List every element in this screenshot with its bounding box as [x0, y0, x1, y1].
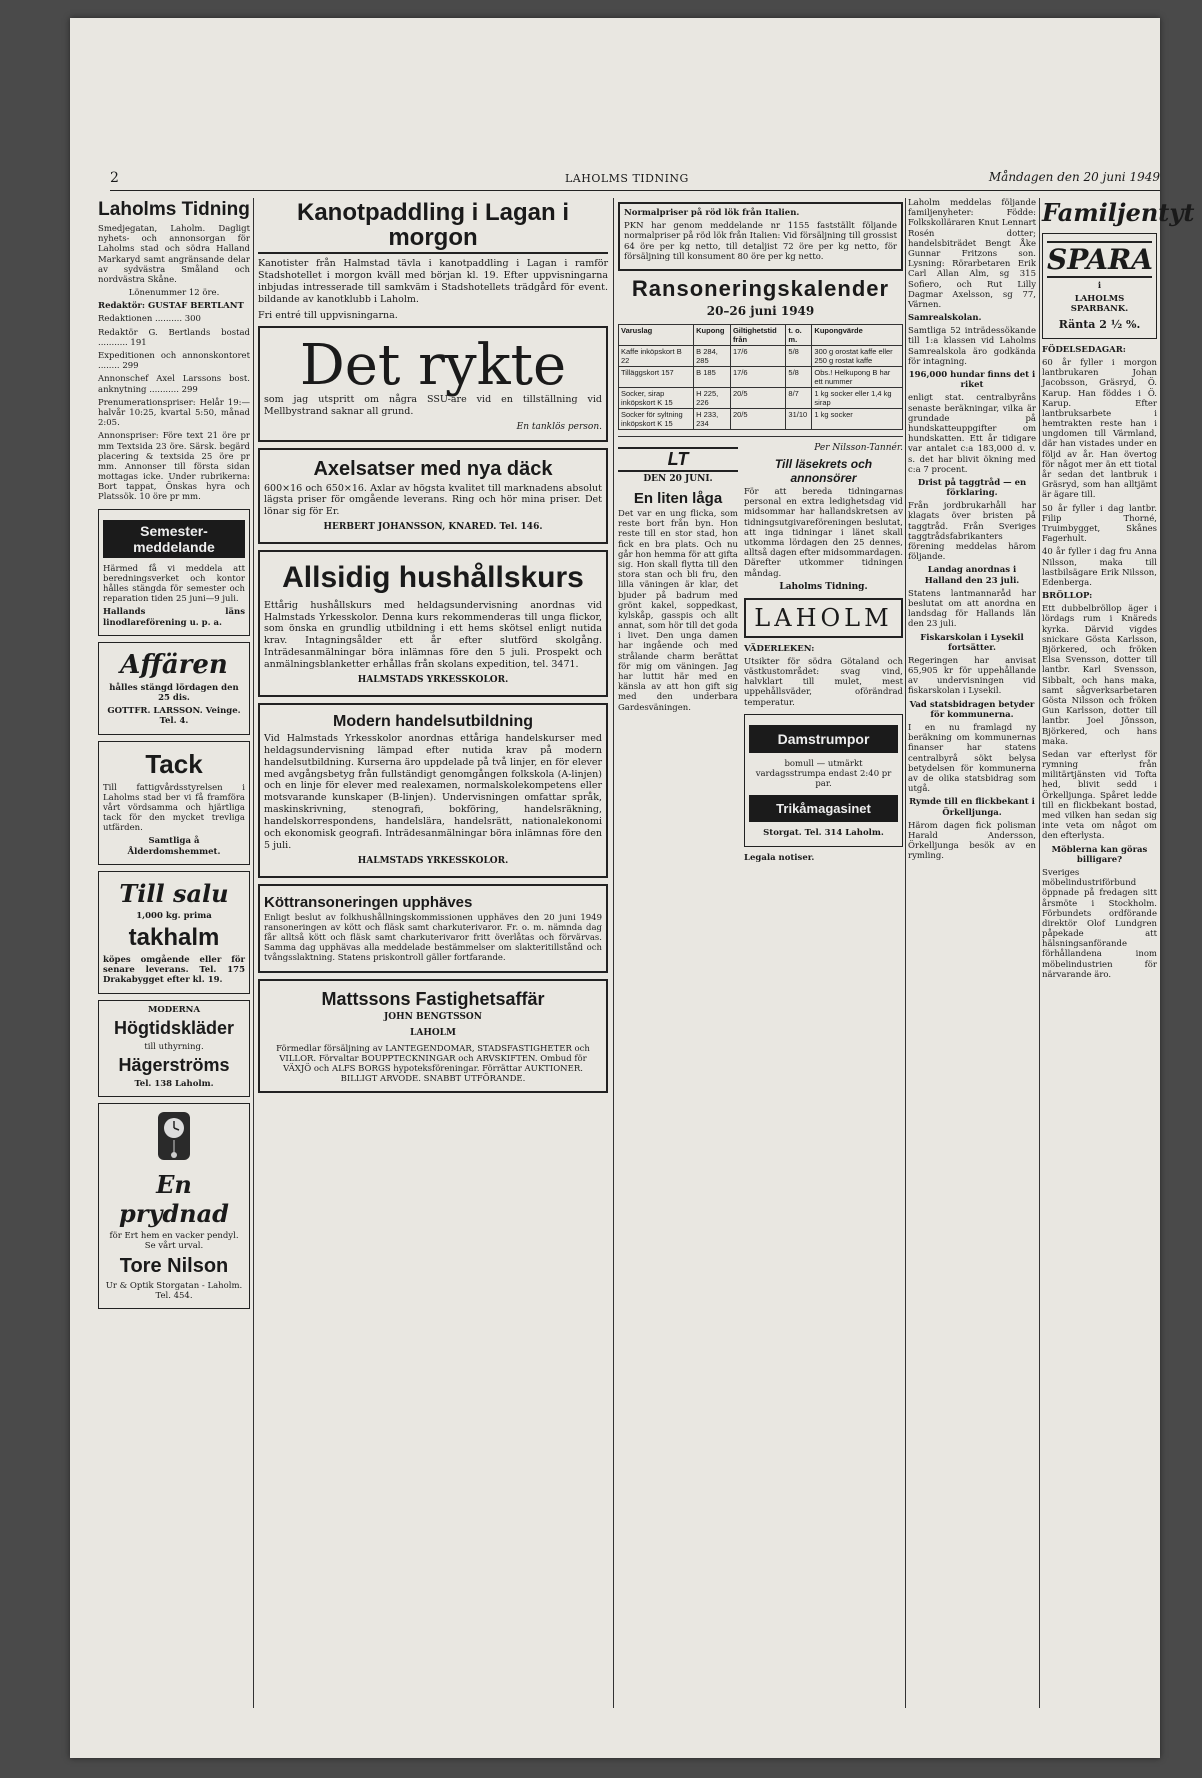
tore-text: Ur & Optik Storgatan - Laholm. Tel. 454. [105, 1280, 243, 1301]
uthyrning-text: till uthyrning. [144, 1041, 204, 1052]
allsidig-heading: Allsidig hushållskurs [282, 561, 584, 595]
table-cell: Socker, sirap inköpskort K 15 [619, 388, 694, 409]
pendulum-clock-icon [144, 1108, 204, 1164]
table-header-row [619, 325, 903, 346]
tack-ad [98, 741, 250, 865]
modern-ad [258, 703, 608, 878]
table-cell: 20/5 [730, 409, 785, 430]
column-5 [1042, 198, 1195, 1708]
tack-text: Till fattigvårdsstyrelsen i Laholms stad ber vi få framföra vårt vördsamma och hjärtliga tack för den mycket trevliga utfärden. [103, 782, 245, 834]
table-cell: H 225, 226 [694, 388, 731, 409]
table-cell: 8/7 [786, 388, 812, 409]
table-cell: B 284, 285 [694, 346, 731, 367]
vader-text: Utsikter för södra Götaland och västkustområdet: svag vind, halvklart till mulet, mest uppehållsväder, oförändrad temperatur. [744, 656, 903, 708]
norm-text: PKN har genom meddelande nr 1155 fastställt följande normalpriser på röd lök från Italien: Vid försäljning till grossist 64 öre per kg netto, till detaljist 72 öre per kg netto, för försäljning till konsument 80 öre per kg netto. [624, 221, 897, 262]
kanot-heading: Kanotpaddling i Lagan i morgon [258, 200, 608, 254]
rans-table [618, 324, 903, 430]
drist-heading: Drist på taggtråd — en förklaring. [917, 477, 1027, 499]
column-4 [908, 198, 1036, 1708]
mobel-heading: Möblerna kan göras billigare? [1051, 844, 1148, 865]
trik-heading: Trikåmagasinet [749, 795, 898, 822]
table-row [619, 367, 903, 388]
newspaper-page [70, 18, 1195, 1758]
rymde-heading: Rymde till en flickbekant i Örkelljunga. [909, 797, 1035, 818]
semester-ad [98, 509, 250, 636]
table-header: Giltighetstid från [730, 325, 785, 346]
column-2 [258, 198, 608, 1708]
mattsson-heading: Mattssons Fastighetsaffär [321, 988, 545, 1009]
table-row [619, 388, 903, 409]
phone-line: Redaktör G. Bertlands bostad ........... 191 [98, 327, 250, 348]
subscription-prices: Prenumerationspriser: Helår 19:— halvår 10:25, kvartal 5:50, månad 2:05. [98, 397, 250, 429]
column-1 [98, 198, 250, 1708]
samres-heading: Samrealskolan. [908, 313, 982, 324]
table-cell: 300 g orostat kaffe eller 250 g rostat kaffe [812, 346, 903, 367]
lasekrets-heading: Till läsekrets och annonsörer [774, 457, 873, 486]
column-divider [253, 198, 254, 1708]
modern-text: Vid Halmstads Yrkesskolor anordnas ettåriga handelskurser med heldagsundervisning lämpad efter nutida krav på modern handelsutbildning. Kurserna äro uppdelade på två linjer, en för elever med avgångsbetyg från fullständigt genomgången folkskola (A-linjen) och en linje för elever med realexamen, normalskolekompetens eller motsvarande kunskaper (B-linjen). Undervisningen omfattar språk, maskinskrivning, stenografi, bokföring, handelsräkning, handelskorrespondens, handelslära, handelsrätt, nationalekonomi och ekonomisk geografi. Inträdesanmälningar böra inlämnas före den 5 juli. [264, 732, 602, 851]
tore-name: Tore Nilson [119, 1254, 229, 1277]
brollop-text: Ett dubbelbröllop äger i lördags rum i Knäreds kyrka. Därvid vigdes snickare Gösta Karlsson, Björkered, och fröken Elsa Svensson, dotter till lantbr. Karl Svensson, Sibbalt, och hans maka, samt sågverksarbetaren Gösta Nilsson och fröken Gun Karlsson, dotter till lantbr. Joel Jönsson, Björkered, och hans maka. [1042, 604, 1157, 747]
hundar-text: enligt stat. centralbyråns senaste beräkningar, vilka är grundade på hundskatteuppgifter om hundskatten. Ett år tidigare var antalet c:a 183,000 d. v. s. det har blivit ökning med c:a 7 procent. [908, 393, 1036, 475]
axel-heading: Axelsatser med nya däck [313, 457, 553, 480]
vad-heading: Vad statsbidragen betyder för kommunerna. [909, 699, 1035, 720]
column-divider [905, 198, 906, 1708]
kott-heading: Köttransoneringen upphäves [264, 893, 473, 911]
table-cell: H 233, 234 [694, 409, 731, 430]
vad-text: I en nu framlagd ny beräkning om kommunernas finanser har statens centralbyrå sökt belysa betydelsen för kommunerna av de olika statsbidrag som utgå. [908, 723, 1036, 795]
landag-text: Statens lantmannaråd har beslutat om att anordna en landsdag för Hallands län den 23 juli. [908, 588, 1036, 630]
rykte-sign: En tanklös person. [516, 421, 602, 432]
table-cell: Socker för syltning inköpskort K 15 [619, 409, 694, 430]
dams-heading: Damstrumpor [749, 725, 898, 753]
phone-line: Redaktionen .......... 300 [98, 314, 201, 325]
norm-heading: Normalpriser på röd lök från Italien. [624, 208, 800, 218]
laga-heading: En liten låga [633, 490, 723, 508]
tillsalu-heading: Till salu [119, 878, 229, 908]
pryd-text: för Ert hem en vacker pendyl. Se vårt urval. [109, 1231, 239, 1252]
landag-heading: Landag anordnas i Halland den 23 juli. [924, 565, 1020, 586]
table-header: Kupong [694, 325, 731, 346]
table-cell: Obs.! Helkupong B har ett nummer [812, 367, 903, 388]
masthead: Laholms Tidning [98, 199, 250, 220]
tillsalu-more: köpes omgående eller för senare leverans. Tel. 175 Drakabygget efter kl. 19. [103, 955, 245, 986]
editor-line: Redaktör: GUSTAF BERTLANT [98, 301, 244, 312]
tillsalu-text: 1,000 kg. prima [136, 910, 212, 921]
tillsalu-ad [98, 871, 250, 994]
fisk-heading: Fiskarskolan i Lysekil fortsätter. [920, 632, 1024, 653]
column-divider [1039, 198, 1040, 1708]
fodelse-text-3: 40 år fyller i dag fru Anna Nilsson, maka till lastbilsägare Erik Nilsson, Edenberga. [1042, 547, 1157, 588]
semester-text: Härmed få vi meddela att beredningsverket och kontor hålles stängda för semester och reparation tiden 25 juni—9 juli. [103, 563, 245, 605]
masthead-intro: Smedjegatan, Laholm. Dagligt nyhets- och annonsorgan för Laholms stad och södra Halland Markaryd samt angränsande delar av sydvästra Småland och nordvästra Skåne. [98, 223, 250, 285]
grabb-text: Sedan var efterlyst för rymning från militärtjänsten vid Tofta hed, blivit sedd i Örkelljunga. Spåret ledde till en flickbekant bostad, med vilken han sedan sig inte veta om något om den efterlysta. [1042, 749, 1157, 842]
wage-note: Lönenummer 12 öre. [128, 288, 220, 299]
laga-sign: Per Nilsson-Tannér. [814, 443, 903, 454]
table-cell: 5/8 [786, 367, 812, 388]
mobel-text: Sveriges möbelindustriförbund öppnade på fredagen sitt årsmöte i Stockholm. Förbundets ordförande direktör Olof Lundgren påpekade att hälsningsanförande förhållandena inom möbelindustrien för närvarande äro. [1042, 867, 1157, 980]
pryd-heading: En prydnad [119, 1170, 229, 1229]
rymde-text: Härom dagen fick polisman Harald Andersson, Örkelljunga besök av en rymling. [908, 820, 1036, 862]
modern-sign: HALMSTADS YRKESSKOLOR. [357, 855, 509, 866]
table-cell: 1 kg socker eller 1,4 kg sirap [812, 388, 903, 409]
dams-text: bomull — utmärkt vardagsstrumpa endast 2:40 pr par. [755, 758, 892, 790]
table-header: Varuslag [619, 325, 694, 346]
table-header: t. o. m. [786, 325, 812, 346]
table-cell: Kaffe inköpskort B 22 [619, 346, 694, 367]
famil-text: Laholm meddelas följande familjenyheter: Födde: Folkskolläraren Knut Lennart Rosén dotter; handelsbiträdet Bengt Åke Gunnar Fritzons son. Lysning: Rörarbetaren Erik Carl Allan Alm, sg 315 Sofiero, och Rut Lilly Dagmar Axelsson, sg 77, Värnen. [908, 198, 1036, 310]
kanot-text: Kanotister från Halmstad tävla i kanotpaddling i Lagan i ramför Stadshotellet i morgon kväll med början kl. 19. Efter uppvisningarna inbjudas intresserade till samkväm i Stadshotellets trädgård för event. bildande av kanotklubb i Laholm. [258, 258, 608, 305]
table-cell: 17/6 [730, 367, 785, 388]
axel-sign: HERBERT JOHANSSON, KNARED. Tel. 146. [323, 522, 543, 533]
rans-dates: 20–26 juni 1949 [706, 304, 815, 319]
semester-sign: Hallands läns linodlareförening u. p. a. [103, 607, 245, 628]
sparbank-name: LAHOLMS SPARBANK. [1070, 294, 1129, 315]
fodelse-heading: FÖDELSEDAGAR: [1042, 344, 1126, 355]
paper-title: LAHOLMS TIDNING [565, 172, 689, 185]
allsidig-text: Ettårig hushållskurs med heldagsundervisning anordnas vid Halmstads Yrkesskolor. Denna kurs rekommenderas till unga flickor, som önska en grundlig utbildning i ett hems skötsel enligt nutida krav. Intagningsålder ett år efter slutförd skolgång. Inträdesanmälningar böra inlämnas före den 5 juli. Prospekt och anmälningsblanketter erhållas från skolans expedition, tel. 3471. [264, 599, 602, 670]
laholm-banner: LAHOLM [744, 598, 903, 638]
samres-text: Samtliga 52 inträdessökande till 1:a klassen vid Laholms Samrealskola äro godkända för intagning. [908, 326, 1036, 367]
mattsson-ad [258, 979, 608, 1094]
allsidig-sign: HALMSTADS YRKESSKOLOR. [357, 674, 509, 685]
rans-heading: Ransoneringskalender [631, 275, 890, 301]
sparbank-rate: Ränta 2 ½ %. [1058, 317, 1141, 331]
hagerstroms-tel: Tel. 138 Laholm. [134, 1078, 214, 1089]
issue-date: Måndagen den 20 juni 1949 [988, 170, 1160, 184]
phone-line: Annonschef Axel Larssons bost. anknytning ........... 299 [98, 374, 250, 395]
kott-notice [258, 884, 608, 973]
fisk-text: Regeringen har anvisat 65,905 kr för uppehållande av undervisningen vid fiskarskolan i Lysekil. [908, 655, 1036, 697]
laga-text: Det var en ung flicka, som reste bort från byn. Hon reste till en stor stad, hon fick en bra plats. Och nu går hon hemma för att gifta sig. Hon skall flytta till den stora stan och bli fru, den lilla väningen är klar, det bjuder på badrum med grönt kakel, soppedkast, kylskåp, gasspis och allt annat, som hör till det goda i livet. Den unga damen har ingående och med strålande charm berättat för mig om väningen. Jag har luttit här med en känsla av att hon gift sig med den underbara Gardesväningen. [618, 509, 738, 713]
divider [618, 436, 903, 437]
hagerstroms-name: Hägerströms [118, 1054, 230, 1075]
table-cell: 17/6 [730, 346, 785, 367]
ad-prices: Annonspriser: Före text 21 öre pr mm Textsida 23 öre. Särsk. begärd placering & textsida 25 öre pr mm. Annonser till första sidan mottagas icke. Under rubrikerna: Bort tappat, Önskas hyra och Platssök. 10 öre pr mm. [98, 431, 250, 503]
table-cell: B 185 [694, 367, 731, 388]
lt-label: LT [618, 447, 738, 472]
tore-nilson-ad [98, 1103, 250, 1309]
takhalm-heading: takhalm [128, 924, 220, 951]
legala-heading: Legala notiser. [744, 852, 815, 863]
page-number: 2 [110, 170, 119, 186]
allsidig-ad [258, 550, 608, 697]
sparbank-ad [1042, 233, 1157, 339]
affaren-heading: Affären [120, 649, 228, 680]
kott-text: Enligt beslut av folkhushållningskommissionen upphäves den 20 juni 1949 ransoneringen av kött och fläsk samt charkuterivaror. Fr. o. m. nämnda dag får alltså kött och fläsk samt charkuterivaror fritt överlåtas och förvärvas. Samma dag upphävas alla meddelade bestämmelser om slakteritillstånd och tvångsslaktning. Statens priskontroll gäller fortfarande. [264, 912, 602, 964]
spara-i: i [1097, 281, 1102, 291]
table-cell: Tilläggskort 157 [619, 367, 694, 388]
table-row [619, 346, 903, 367]
lower-col3-columns [618, 443, 903, 866]
mattsson-name: JOHN BENGTSSON [384, 1011, 482, 1022]
lasekrets-column [744, 443, 903, 866]
phone-line: Expeditionen och annonskontoret ........ 299 [98, 351, 250, 372]
dams-ad [744, 714, 903, 847]
fodelse-text-2: 50 år fyller i dag lantbr. Filip Thorné, Truimbygget, Skånes Fagerhult. [1042, 503, 1157, 545]
kanot-entry: Fri entré till uppvisningarna. [258, 309, 398, 321]
hagerstroms-ad [98, 1000, 250, 1098]
lt-column [618, 443, 738, 866]
axel-ad [258, 448, 608, 545]
table-cell: 1 kg socker [812, 409, 903, 430]
column-divider [613, 198, 614, 1708]
hogtid-heading: Högtidskläder [113, 1017, 235, 1038]
table-header: Kupongvärde [812, 325, 903, 346]
fodelse-text: 60 år fyller i morgon lantbrukaren Johan Jacobsson, Gräsryd, Ö. Karup. Han föddes i Ö. Karup. Efter lantbruksarbete i hemtrakten reste han i ungdomen till Värmland, där han vistades under en följd av år. Han övertog för något mer än ett tiotal år sedan det lantbruk i Gräsryd, som han alltjämt är ägare till. [1042, 357, 1157, 501]
lasekrets-sign: Laholms Tidning. [779, 581, 868, 592]
mattsson-text: Förmedlar försäljning av LANTEGENDOMAR, STADSFASTIGHETER och VILLOR. Förvaltar BOUPPTECKNINGAR och ARVSKIFTEN. Ombud för VÄXJÖ och ALFS BORGS hypoteksföreningar. Förrättar AUKTIONER. BILLIGT ARVODE. SNABBT UTFÖRANDE. [276, 1043, 590, 1085]
modern-heading: Modern handelsutbildning [333, 712, 533, 730]
vader-heading: VÄDERLEKEN: [744, 643, 815, 654]
table-cell: 5/8 [786, 346, 812, 367]
trik-text: Storgat. Tel. 314 Laholm. [763, 828, 884, 839]
rykte-heading: Det rykte [299, 332, 567, 398]
lt-date: DEN 20 JUNI. [643, 474, 713, 485]
familjentyt-heading: Familjentyt [1042, 198, 1195, 227]
semester-heading: Semester-meddelande [103, 520, 245, 558]
mattsson-city: LAHOLM [410, 1027, 456, 1038]
lasekrets-text: För att bereda tidningarnas personal en extra ledighetsdag vid midsommar har hallandskretsen av tidningsutgivareföreningen beslutat, att inga tidningar i länet skall utkomma lördagen den 25 dennes, alltså dagen efter midsommardagen. Därefter utkommer tidningen måndag. [744, 487, 903, 579]
axel-text: 600×16 och 650×16. Axlar av högsta kvalitet till marknadens absolut lägsta priser för omgående leverans. Ring och hör mina priser. Det lönar sig för Er. [264, 482, 602, 518]
table-cell: 31/10 [786, 409, 812, 430]
page-header [110, 168, 1160, 191]
affaren-ad [98, 642, 250, 735]
brollop-heading: BRÖLLOP: [1042, 591, 1093, 602]
affaren-text: hålles stängd lördagen den 25 dis. [109, 682, 239, 703]
affaren-sign: GOTTFR. LARSSON. Veinge. Tel. 4. [107, 706, 241, 727]
hundar-heading: 196,000 hundar finns det i riket [908, 370, 1036, 391]
spara-heading: SPARA [1047, 243, 1153, 276]
table-cell: 20/5 [730, 388, 785, 409]
rykte-ad [258, 326, 608, 442]
rykte-text: som jag utspritt om några SSU-are vid en tillställning vid Mellbystrand saknar all grund. [264, 393, 602, 417]
column-3 [618, 198, 903, 1708]
normalpriser-notice [618, 202, 903, 271]
moderna-label: MODERNA [147, 1004, 201, 1015]
tack-sign: Samtliga å Ålderdomshemmet. [127, 836, 221, 857]
table-row [619, 409, 903, 430]
drist-text: Från jordbrukarhåll har klagats över bristen på taggtråd. Från Sveriges taggtrådsfabrikanters förening meddelas härom följande. [908, 501, 1036, 563]
tack-heading: Tack [145, 748, 203, 779]
